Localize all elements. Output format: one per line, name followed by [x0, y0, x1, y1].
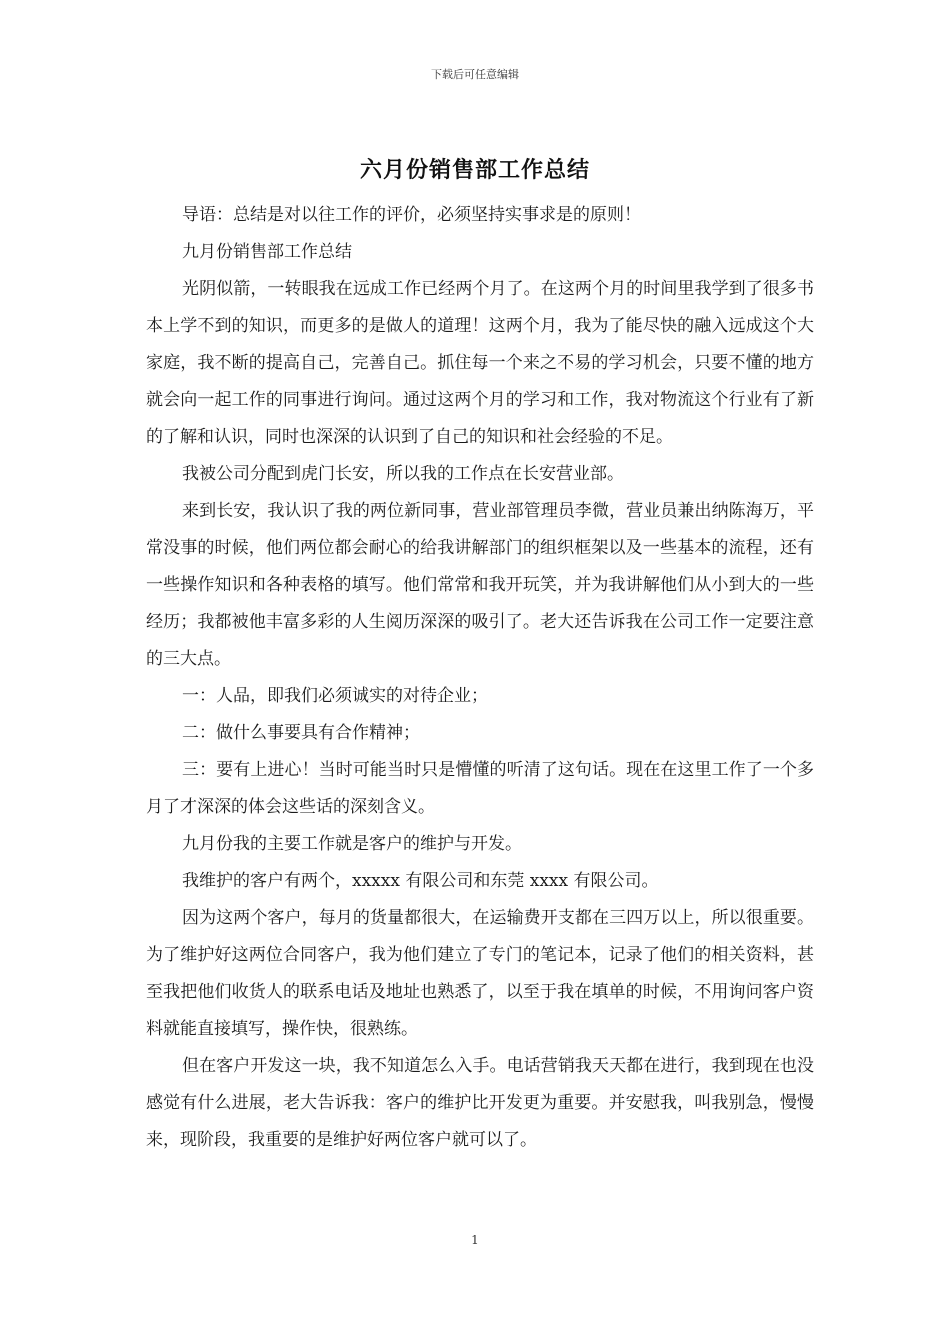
- paragraph-intro: 导语：总结是对以往工作的评价，必须坚持实事求是的原则！: [182, 205, 641, 225]
- paragraph: 因为这两个客户，每月的货量都很大，在运输费开支都在三四万以上，所以很重要。为了维护好这两位合同客户，我为他们建立了专门的笔记本，记录了他们的相关资料，甚至我把他们收货人的联系电话及地址也熟悉了，以至于我在填单的时候，不用询问客户资料就能直接填写，操作快，很熟练。: [146, 908, 814, 1039]
- page-header-note: 下载后可任意编辑: [431, 68, 519, 81]
- document-title: 六月份销售部工作总结: [359, 157, 590, 183]
- document-body: [146, 197, 814, 1159]
- paragraph-point-two: 二：做什么事要具有合作精神；: [182, 723, 420, 743]
- paragraph-point-one: 一：人品，即我们必须诚实的对待企业；: [182, 686, 488, 706]
- paragraph: 九月份我的主要工作就是客户的维护与开发。: [182, 834, 522, 854]
- paragraph: 我被公司分配到虎门长安，所以我的工作点在长安营业部。: [182, 464, 624, 484]
- paragraph-point-three: 三：要有上进心！当时可能当时只是懵懂的听清了这句话。现在在这里工作了一个多月了才深深的体会这些话的深刻含义。: [146, 760, 814, 817]
- page-number: 1: [471, 1233, 479, 1247]
- paragraph: 来到长安，我认识了我的两位新同事，营业部管理员李微，营业员兼出纳陈海万，平常没事的时候，他们两位都会耐心的给我讲解部门的组织框架以及一些基本的流程，还有一些操作知识和各种表格的填写。他们常常和我开玩笑，并为我讲解他们从小到大的一些经历；我都被他丰富多彩的人生阅历深深的吸引了。老大还告诉我在公司工作一定要注意的三大点。: [146, 501, 814, 669]
- paragraph: 我维护的客户有两个，xxxxx 有限公司和东莞 xxxx 有限公司。: [182, 871, 659, 891]
- paragraph-subtitle: 九月份销售部工作总结: [182, 242, 352, 262]
- paragraph: 但在客户开发这一块，我不知道怎么入手。电话营销我天天都在进行，我到现在也没感觉有什么进展，老大告诉我：客户的维护比开发更为重要。并安慰我，叫我别急，慢慢来，现阶段，我重要的是维护好两位客户就可以了。: [146, 1056, 814, 1150]
- paragraph: 光阴似箭，一转眼我在远成工作已经两个月了。在这两个月的时间里我学到了很多书本上学不到的知识，而更多的是做人的道理！这两个月，我为了能尽快的融入远成这个大家庭，我不断的提高自己，完善自己。抓住每一个来之不易的学习机会，只要不懂的地方就会向一起工作的同事进行询问。通过这两个月的学习和工作，我对物流这个行业有了新的了解和认识，同时也深深的认识到了自己的知识和社会经验的不足。: [146, 279, 814, 447]
